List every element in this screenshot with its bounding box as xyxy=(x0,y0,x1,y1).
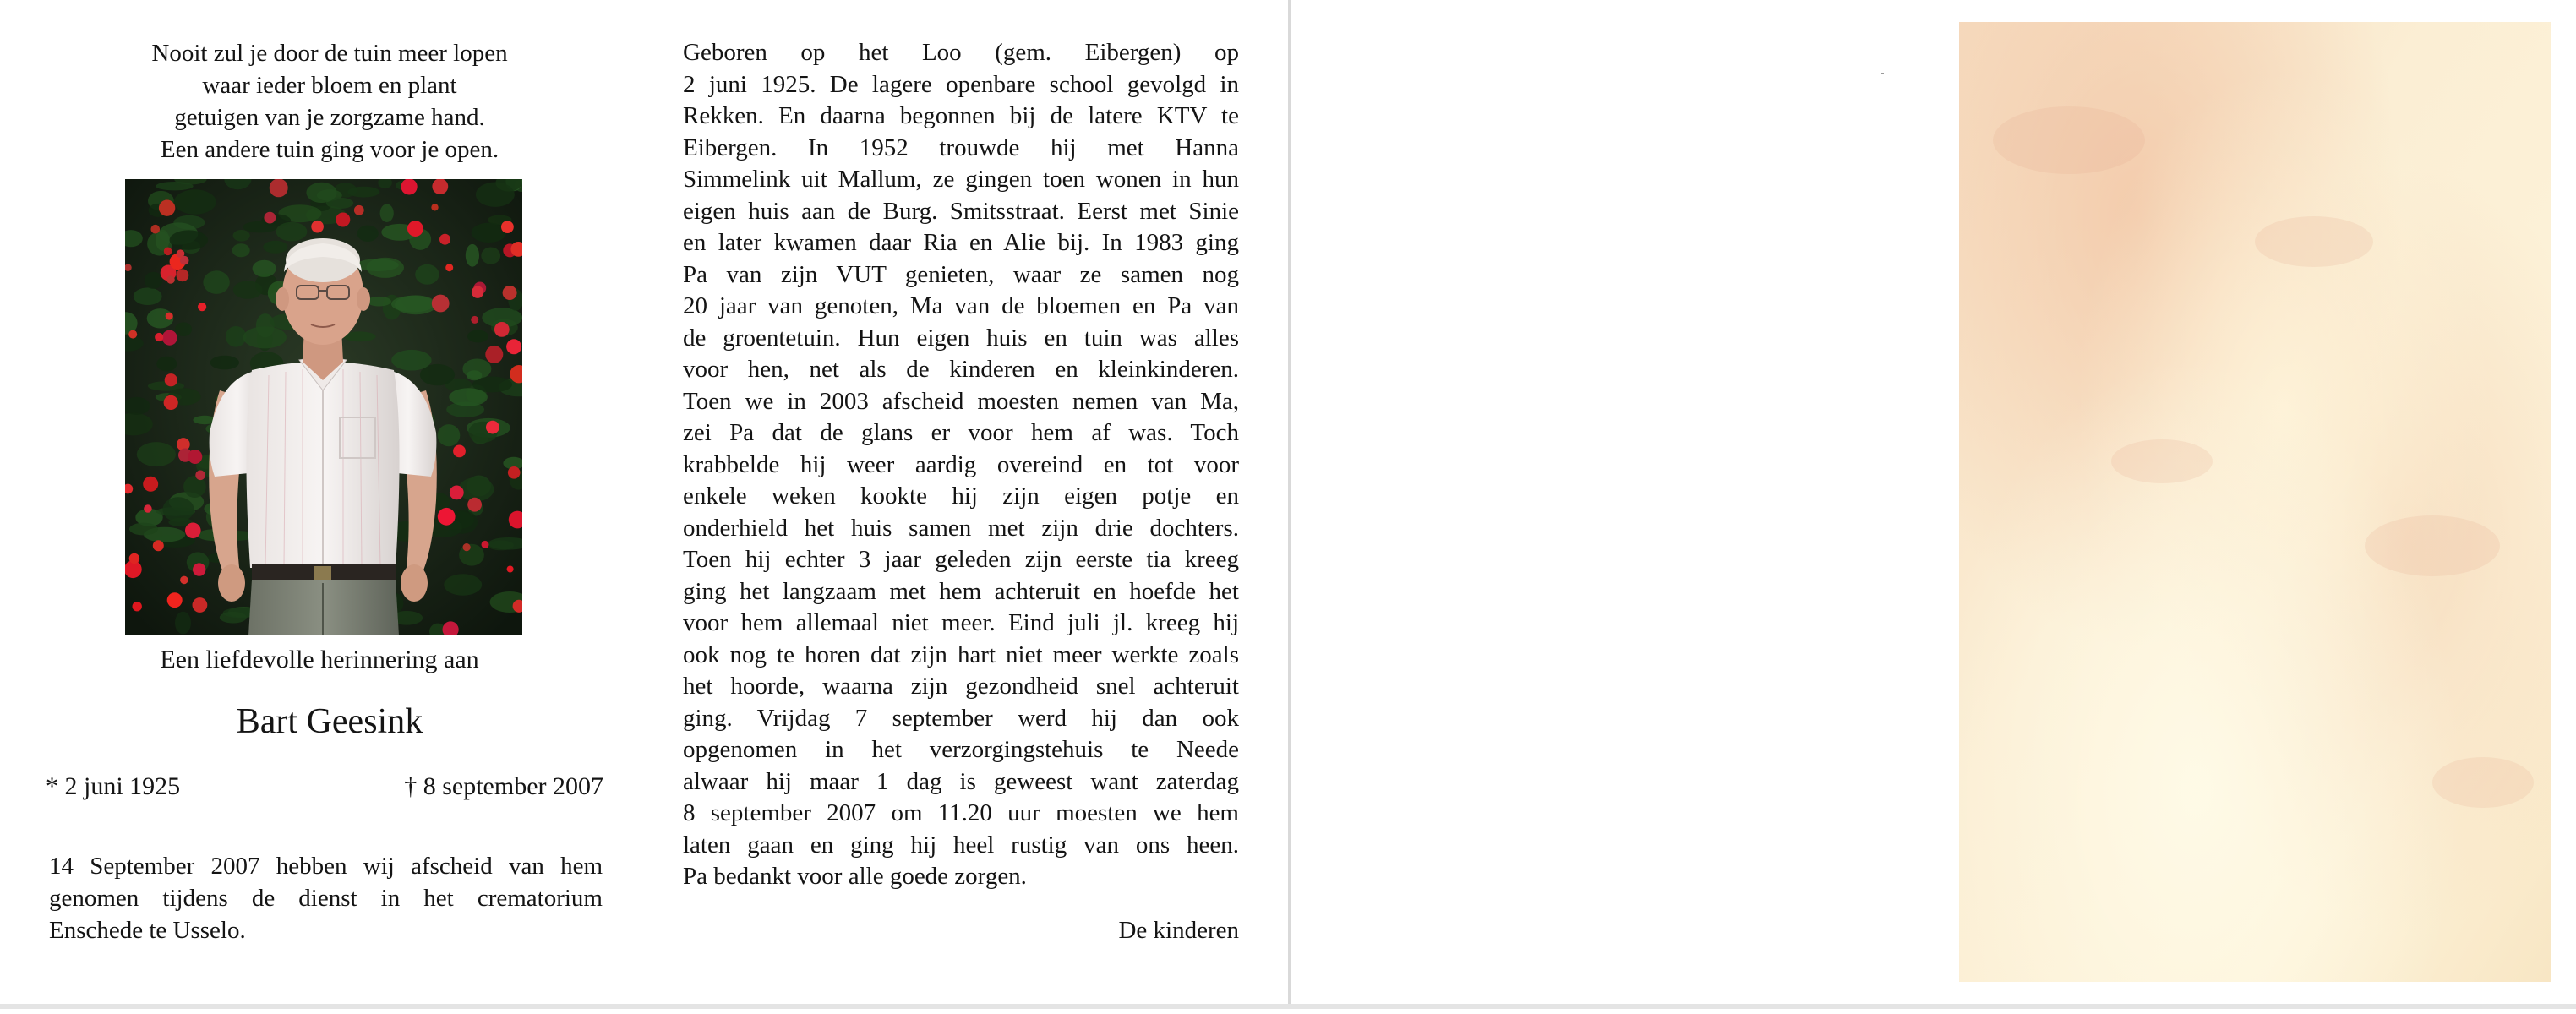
biography-line: onderhield het huis samen met zijn drie dochters. xyxy=(683,514,1239,542)
biography-line: 20 jaar van genoten, Ma van de bloemen en Pa van xyxy=(683,292,1239,319)
biography-line: en later kwamen daar Ria en Alie bij. In 1983 ging xyxy=(683,229,1239,256)
biography-line: laten gaan en ging hij heel rustig van ons heen. xyxy=(683,831,1239,859)
biography-line: Toen hij echter 3 jaar geleden zijn eerste tia kreeg xyxy=(683,546,1239,573)
verse-line: Nooit zul je door de tuin meer lopen xyxy=(151,40,508,67)
scan-speck xyxy=(1881,73,1884,74)
biography-line: 2 juni 1925. De lagere openbare school gevolgd in xyxy=(683,70,1239,98)
biography-line: Geboren op het Loo (gem. Eibergen) op xyxy=(683,39,1239,66)
farewell-line: 14 September 2007 hebben wij afscheid van hem xyxy=(49,853,603,880)
deceased-name: Bart Geesink xyxy=(236,702,423,741)
card-back-panel xyxy=(1295,0,1937,1007)
death-date: † 8 september 2007 xyxy=(404,772,603,800)
biography-line: Pa van zijn VUT genieten, waar ze samen nog xyxy=(683,260,1239,288)
verse-line: waar ieder bloem en plant xyxy=(202,72,457,99)
farewell-line: Enschede te Usselo. xyxy=(49,917,246,944)
farewell-line: genomen tijdens de dienst in het crematorium xyxy=(49,885,603,912)
biography-line: het hoorde, waarna zijn gezondheid snel achteruit xyxy=(683,673,1239,700)
memorial-caption: Een liefdevolle herinnering aan xyxy=(160,646,479,673)
biography-line: opgenomen in het verzorgingstehuis te Neede xyxy=(683,736,1239,763)
biography-line: ging het langzaam met hem achteruit en hoefde het xyxy=(683,577,1239,605)
scan-bottom-edge xyxy=(0,1004,2576,1009)
biography-line: 8 september 2007 om 11.20 uur moesten we hem xyxy=(683,799,1239,826)
biography-line: voor hen, net als de kinderen en kleinkinderen. xyxy=(683,356,1239,383)
farewell-notice xyxy=(49,850,603,946)
biography-line: zei Pa dat de glans er voor hem af was. Toch xyxy=(683,419,1239,446)
biography-line: enkele weken kookte hij zijn eigen potje en xyxy=(683,482,1239,510)
card-front-artwork xyxy=(1959,22,2551,982)
biography-line: Toen we in 2003 afscheid moesten nemen van Ma, xyxy=(683,387,1239,415)
card-fold-line xyxy=(1288,0,1291,1007)
biography-text xyxy=(683,37,1239,893)
biography-line: Eibergen. In 1952 trouwde hij met Hanna xyxy=(683,134,1239,161)
portrait-photo xyxy=(125,179,522,635)
signature: De kinderen xyxy=(1118,917,1239,944)
verse-line: getuigen van je zorgzame hand. xyxy=(174,104,485,131)
card-inner-spread xyxy=(0,0,1290,1007)
biography-line: eigen huis aan de Burg. Smitsstraat. Eerst met Sinie xyxy=(683,197,1239,225)
biography-line: alwaar hij maar 1 dag is geweest want zaterdag xyxy=(683,767,1239,795)
biography-line: Rekken. En daarna begonnen bij de latere KTV te xyxy=(683,102,1239,129)
biography-line: de groentetuin. Hun eigen huis en tuin was alles xyxy=(683,324,1239,352)
biography-line: krabbelde hij weer aardig overeind en tot voor xyxy=(683,450,1239,478)
biography-line: Pa bedankt voor alle goede zorgen. xyxy=(683,863,1027,890)
biography-line: ging. Vrijdag 7 september werd hij dan ook xyxy=(683,704,1239,732)
memorial-verse xyxy=(76,37,583,166)
verse-line: Een andere tuin ging voor je open. xyxy=(160,136,499,163)
biography-line: voor hem allemaal niet meer. Eind juli jl. kreeg hij xyxy=(683,609,1239,636)
biography-line: ook nog te horen dat zijn hart niet meer werkte zoals xyxy=(683,641,1239,668)
birth-date: * 2 juni 1925 xyxy=(46,772,181,800)
biography-line: Simmelink uit Mallum, ze gingen toen wonen in hun xyxy=(683,166,1239,193)
